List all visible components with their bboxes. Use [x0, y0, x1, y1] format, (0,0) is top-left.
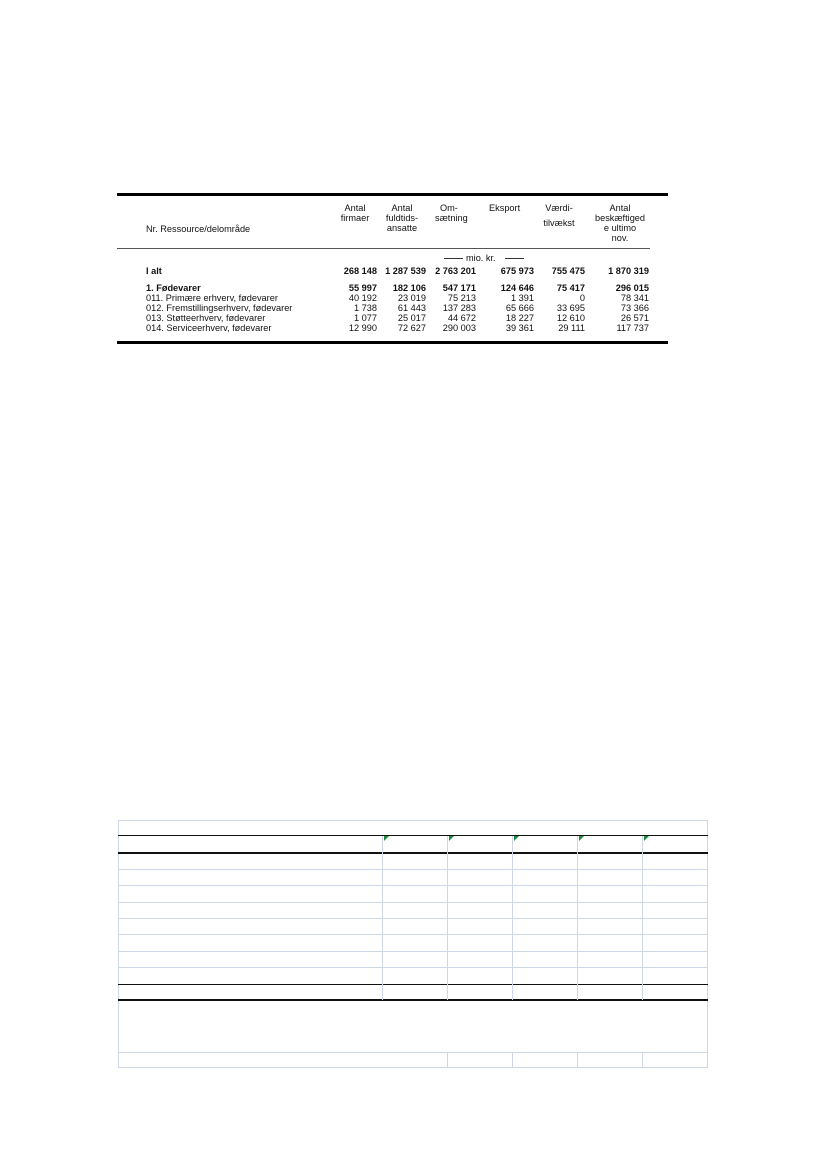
- row-value: 755 475: [551, 266, 585, 276]
- row-value: 40 192: [348, 293, 377, 303]
- grid-row-line: [118, 902, 708, 903]
- row-label: 013. Støtteerhverv, fødevarer: [146, 313, 266, 323]
- grid-footer-column-line: [512, 1052, 513, 1068]
- grid-row-line: [118, 934, 708, 935]
- row-value: 55 997: [348, 283, 377, 293]
- grid-row-line: [118, 951, 708, 952]
- row-label: 014. Serviceerhverv, fødevarer: [146, 323, 272, 333]
- row-label: 012. Fremstillingserhverv, fødevarer: [146, 303, 293, 313]
- row-value: 25 017: [397, 313, 426, 323]
- unit-dash-right: [505, 258, 524, 259]
- row-value: 1 077: [354, 313, 377, 323]
- grid-column-line: [642, 836, 643, 1000]
- row-value: 39 361: [505, 323, 534, 333]
- comment-indicator-icon: [579, 836, 584, 841]
- grid-border-bottom: [118, 1067, 708, 1068]
- grid-row-line: [118, 885, 708, 886]
- unit-label: mio. kr.: [466, 253, 496, 263]
- row-value: 268 148: [343, 266, 377, 276]
- row-value: 0: [579, 293, 585, 303]
- row-value: 78 341: [620, 293, 649, 303]
- row-value: 124 646: [500, 283, 534, 293]
- row-value: 72 627: [397, 323, 426, 333]
- empty-spreadsheet-grid: [118, 820, 708, 1068]
- grid-column-line: [512, 836, 513, 1000]
- row-value: 182 106: [392, 283, 426, 293]
- row-value: 1 391: [511, 293, 534, 303]
- row-value: 1 738: [354, 303, 377, 313]
- row-value: 33 695: [556, 303, 585, 313]
- grid-footer-column-line: [642, 1052, 643, 1068]
- table-bottom-rule: [117, 341, 668, 344]
- grid-footer-column-line: [447, 1052, 448, 1068]
- row-label: 1. Fødevarer: [146, 283, 201, 293]
- statistics-table: Nr. Ressource/delområde Antal firmaer Antal fuldtids- ansatte Om- sætning Eksport Værdi- tilvækst Antal beskæftiged e ultimo nov. mio. kr. I alt 268 148 1 287 539 2 763 201 675 973 755 475 1 870 319 1. Fødevarer 55 997 182 106 547 171 124 646 75 417 296 015 011. Primære erhverv, fødevarer 40 192 23 019 75 213 1 391 0 78 341 012. Fremstillingserhverv, fødevarer 1 738 61 443 137 283 65 666 33 695 73 366 013. Støtteerhverv, fødevarer 1 077 25 017 44 672 18 227 12 610 26 571 014. Serviceerhverv, fødevarer 12 990 72 627 290 003 39 361 29 111 117 737: [117, 193, 668, 344]
- grid-footer-bottom-rule: [118, 999, 708, 1001]
- row-value: 296 015: [615, 283, 649, 293]
- row-value: 18 227: [505, 313, 534, 323]
- row-value: 44 672: [447, 313, 476, 323]
- grid-footer-column-line: [577, 1052, 578, 1068]
- row-value: 1 870 319: [608, 266, 649, 276]
- comment-indicator-icon: [514, 836, 519, 841]
- row-value: 12 990: [348, 323, 377, 333]
- grid-header-rule: [118, 835, 708, 836]
- row-label: 011. Primære erhverv, fødevarer: [146, 293, 278, 303]
- row-value: 12 610: [556, 313, 585, 323]
- row-value: 2 763 201: [435, 266, 476, 276]
- row-value: 117 737: [616, 323, 649, 333]
- row-value: 547 171: [442, 283, 476, 293]
- row-value: 26 571: [620, 313, 649, 323]
- header-label: Nr. Ressource/delområde: [146, 224, 251, 234]
- comment-indicator-icon: [644, 836, 649, 841]
- grid-footer-rule: [118, 984, 708, 985]
- row-value: 675 973: [500, 266, 534, 276]
- grid-row-line: [118, 869, 708, 870]
- table-top-rule: [117, 193, 668, 196]
- grid-border-right: [707, 820, 708, 1068]
- grid-column-line: [382, 836, 383, 1000]
- grid-border-left: [118, 820, 119, 1068]
- grid-row-line: [118, 918, 708, 919]
- row-label: I alt: [146, 266, 162, 276]
- row-value: 75 417: [556, 283, 585, 293]
- row-value: 1 287 539: [385, 266, 426, 276]
- header-rule: [117, 248, 650, 249]
- row-value: 29 111: [558, 323, 585, 333]
- comment-indicator-icon: [449, 836, 454, 841]
- row-value: 137 283: [442, 303, 476, 313]
- row-value: 290 003: [442, 323, 476, 333]
- grid-column-line: [577, 836, 578, 1000]
- row-value: 61 443: [397, 303, 426, 313]
- row-value: 23 019: [397, 293, 426, 303]
- row-value: 65 666: [505, 303, 534, 313]
- grid-notes-line: [118, 1052, 708, 1053]
- row-value: 73 366: [620, 303, 649, 313]
- comment-indicator-icon: [384, 836, 389, 841]
- grid-row-line: [118, 967, 708, 968]
- grid-border-top: [118, 820, 708, 821]
- unit-dash-left: [444, 258, 463, 259]
- grid-column-line: [447, 836, 448, 1000]
- grid-header-bottom-rule: [118, 852, 708, 854]
- row-value: 75 213: [447, 293, 476, 303]
